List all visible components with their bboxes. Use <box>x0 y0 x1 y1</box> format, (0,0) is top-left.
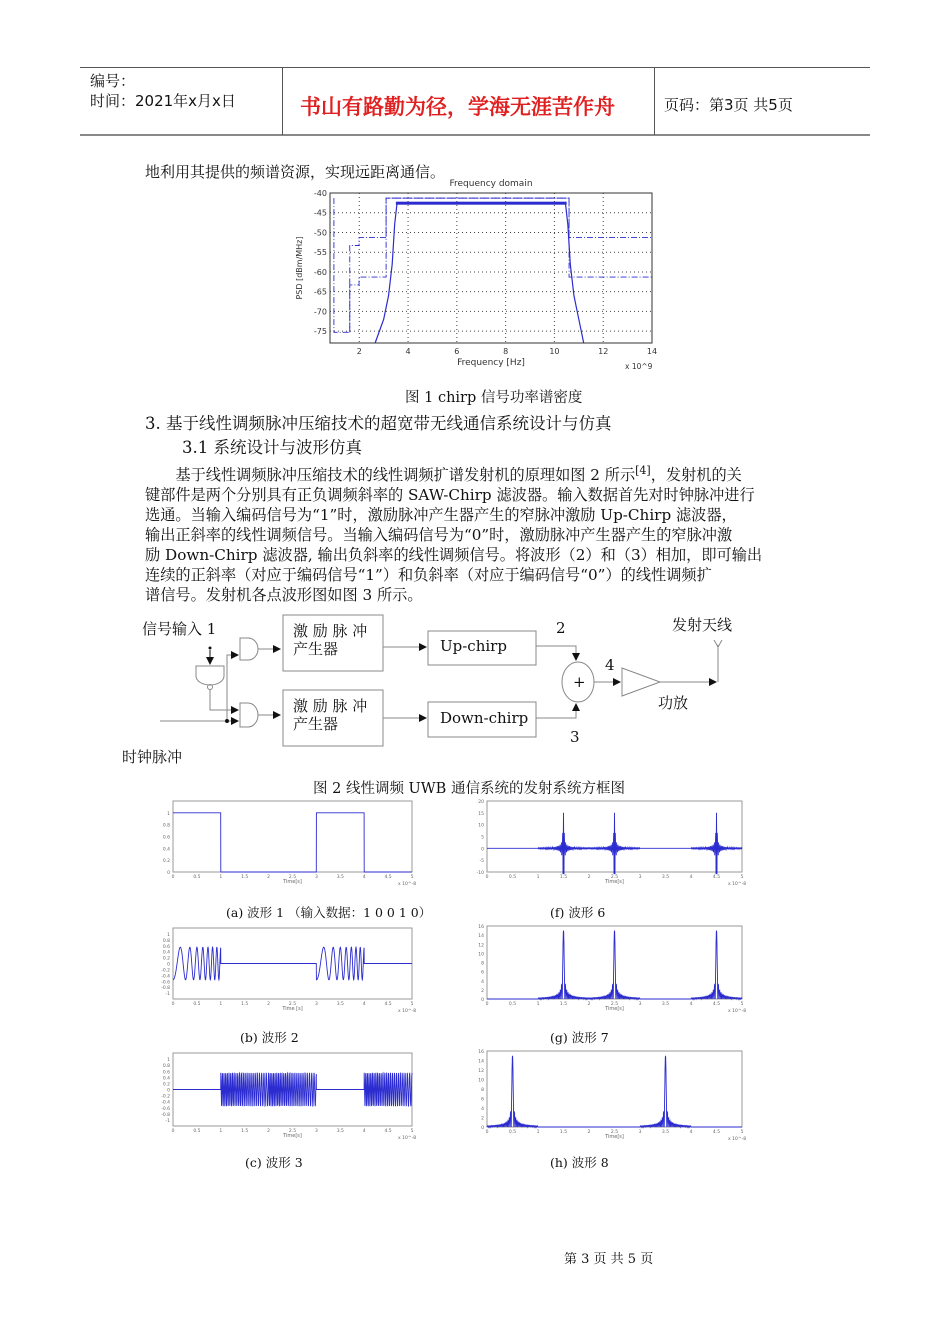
y-tick-label: -5 <box>479 859 484 865</box>
x-tick-label: 4.5 <box>712 875 721 880</box>
y-tick-label: 0 <box>167 871 170 876</box>
figure2-caption: 图 2 线性调频 UWB 通信系统的发射系统方框图 <box>313 781 625 797</box>
x-tick-label: 1.5 <box>241 875 249 880</box>
y-tick-label: -0.4 <box>161 1100 170 1106</box>
x-tick-label: 0.5 <box>193 1129 201 1134</box>
x-tick-label: 0 <box>171 875 175 880</box>
x-tick-label: 5 <box>410 1129 414 1134</box>
y-tick-label: -55 <box>313 248 327 258</box>
x-tick-label: 0 <box>171 1129 175 1134</box>
x-tick-label: 0.5 <box>193 1002 201 1007</box>
x-tick-label: 3 <box>638 1002 642 1007</box>
y-tick-label: -50 <box>313 228 327 238</box>
pulse-generator-2-label: 激 励 脉 冲 <box>293 697 368 715</box>
y-tick-label: 5 <box>481 835 484 841</box>
y-tick-label: 0 <box>481 998 484 1003</box>
node-2-label: 2 <box>556 619 566 637</box>
intro-line: 地利用其提供的频谱资源，实现远距离通信。 <box>145 163 446 181</box>
x-tick-label: 1.5 <box>559 1130 568 1135</box>
x-tick-label: 3.5 <box>336 1002 344 1007</box>
x-axis-label: Time[s] <box>605 1006 624 1012</box>
x-axis-label: Time[s] <box>283 1133 302 1139</box>
y-axis-label: PSD [dBm/MHz] <box>295 236 304 300</box>
x-tick-label: 3.5 <box>336 875 344 880</box>
y-tick-label: 0.8 <box>162 938 170 944</box>
y-tick-label: 0.4 <box>162 950 170 956</box>
x-tick-label: 4 <box>689 1130 693 1135</box>
plot-b-caption: (b) 波形 2 <box>240 1030 299 1045</box>
x-axis-label: Time[s] <box>605 879 624 885</box>
y-tick-label: 2 <box>481 1116 484 1122</box>
paragraph-line: ，发射机的关 <box>650 466 742 485</box>
x-multiplier: x 10^-8 <box>398 882 417 885</box>
paragraph-line: 连续的正斜率（对应于编码信号“1”）和负斜率（对应于编码信号“0”）的线性调频扩 <box>145 566 712 585</box>
x-multiplier: x 10^-8 <box>398 1009 417 1012</box>
x-tick-label: 4.5 <box>384 1129 392 1134</box>
body-paragraph <box>145 461 807 605</box>
y-tick-label: 16 <box>478 1050 484 1055</box>
clock-pulse-label: 时钟脉冲 <box>122 748 183 766</box>
waveform-plot-c <box>140 1047 420 1139</box>
y-tick-label: 12 <box>478 943 484 949</box>
doc-number-label: 编号： <box>90 72 136 90</box>
x-tick-label: 2.5 <box>610 1002 619 1007</box>
x-tick-label: 2 <box>587 875 591 880</box>
x-tick-label: 3 <box>314 1002 318 1007</box>
x-tick-label: 4 <box>689 1002 693 1007</box>
x-tick-label: 1 <box>536 1130 540 1135</box>
pulse-generator-2-label: 产生器 <box>293 715 339 733</box>
x-tick-label: 1 <box>536 1002 540 1007</box>
y-tick-label: 0 <box>167 962 170 968</box>
paragraph-line: 基于线性调频脉冲压缩技术的线性调频扩谱发射机的原理如图 2 所示 <box>145 466 636 485</box>
x-tick-label: 4.5 <box>384 875 392 880</box>
pulse-generator-1-label: 产生器 <box>293 640 339 658</box>
header-bottom-rule <box>80 134 870 136</box>
y-tick-label: 0 <box>481 847 484 853</box>
y-tick-label: 0.6 <box>162 1070 170 1076</box>
x-axis-label: Frequency [Hz] <box>457 358 525 368</box>
x-tick-label: 0.5 <box>508 875 517 880</box>
x-tick-label: 6 <box>454 347 460 356</box>
x-tick-label: 2.5 <box>610 1130 619 1135</box>
x-tick-label: 10 <box>549 347 560 356</box>
plot-frame <box>487 1051 742 1127</box>
y-tick-label: 1 <box>167 811 170 817</box>
plot-c-caption: (c) 波形 3 <box>245 1155 303 1170</box>
plot-f-caption: (f) 波形 6 <box>550 905 606 920</box>
y-tick-label: 4 <box>481 1107 484 1112</box>
waveform-line <box>487 813 742 874</box>
x-tick-label: 0.5 <box>193 875 201 880</box>
y-tick-label: 10 <box>478 952 484 958</box>
x-multiplier: x 10^9 <box>625 362 653 371</box>
waveform-plot-h <box>455 1045 750 1140</box>
x-tick-label: 3 <box>638 875 642 880</box>
down-chirp-label: Down-chirp <box>440 709 529 727</box>
y-tick-label: -0.2 <box>161 1094 170 1100</box>
x-tick-label: 12 <box>598 347 609 356</box>
antenna-icon <box>714 640 722 682</box>
y-tick-label: 10 <box>478 823 484 829</box>
y-tick-label: -0.4 <box>161 974 170 980</box>
x-tick-label: 2 <box>356 347 362 356</box>
x-tick-label: 0 <box>485 875 489 880</box>
x-tick-label: 3 <box>314 1129 318 1134</box>
paragraph-line: 励 Down-Chirp 滤波器, 输出负斜率的线性调频信号。将波形（2）和（3）相加，即可输出 <box>145 546 763 565</box>
x-tick-label: 2 <box>267 875 271 880</box>
y-tick-label: 0.2 <box>162 1082 170 1088</box>
x-multiplier: x 10^-8 <box>728 1009 747 1012</box>
signal-band-ripple <box>396 202 567 205</box>
y-tick-label: 0.8 <box>162 1064 170 1070</box>
x-tick-label: 1 <box>219 875 223 880</box>
x-tick-label: 1 <box>536 875 540 880</box>
x-tick-label: 4 <box>362 875 366 880</box>
x-tick-label: 1 <box>219 1129 223 1134</box>
y-tick-label: -1 <box>165 1118 170 1124</box>
x-tick-label: 5 <box>740 875 744 880</box>
paragraph-line: 谱信号。发射机各点波形图如图 3 所示。 <box>145 586 423 605</box>
x-tick-label: 3.5 <box>336 1129 344 1134</box>
amplifier-label: 功放 <box>658 694 689 712</box>
y-tick-label: 0 <box>167 1088 170 1094</box>
up-chirp-label: Up-chirp <box>440 637 507 655</box>
citation-ref[interactable]: [4] <box>635 464 651 477</box>
y-tick-label: 0.4 <box>162 847 170 853</box>
waveform-plot-b <box>140 922 420 1012</box>
page-footer: 第 3 页 共 5 页 <box>564 1252 654 1267</box>
header-top-rule <box>80 67 870 68</box>
section-heading: 3. 基于线性调频脉冲压缩技术的超宽带无线通信系统设计与仿真 <box>145 414 612 433</box>
adder-label: + <box>573 673 586 691</box>
and-gate-top <box>240 638 258 660</box>
y-tick-label: -0.8 <box>161 986 170 992</box>
waveform-line <box>487 1056 742 1127</box>
and-gate-bottom <box>240 703 258 727</box>
y-tick-label: 10 <box>478 1078 484 1084</box>
x-tick-label: 4 <box>689 875 693 880</box>
y-tick-label: -75 <box>313 327 327 337</box>
x-tick-label: 3.5 <box>661 1130 670 1135</box>
x-tick-label: 8 <box>503 347 509 356</box>
x-tick-label: 5 <box>410 1002 414 1007</box>
x-tick-label: 0.5 <box>508 1130 517 1135</box>
y-tick-label: 1 <box>167 932 170 938</box>
x-tick-label: 5 <box>740 1002 744 1007</box>
plot-a-caption: (a) 波形 1 （输入数据：1 0 0 1 0） <box>226 905 432 920</box>
x-tick-label: 2.5 <box>288 875 297 880</box>
y-tick-label: 0.2 <box>162 859 170 865</box>
paragraph-line: 选通。当输入编码信号为“1”时，激励脉冲产生器产生的窄脉冲激励 Up-Chirp 滤波器， <box>145 506 737 525</box>
y-tick-label: 20 <box>478 800 484 805</box>
x-tick-label: 0.5 <box>508 1002 517 1007</box>
y-tick-label: -0.8 <box>161 1112 170 1118</box>
plot-frame <box>330 193 652 343</box>
x-tick-label: 4 <box>405 347 411 356</box>
transmitter-block-diagram <box>0 600 950 775</box>
x-tick-label: 3 <box>638 1130 642 1135</box>
x-tick-label: 2 <box>587 1002 591 1007</box>
y-tick-label: -65 <box>313 287 327 297</box>
waveform-line <box>487 931 742 999</box>
x-tick-label: 4.5 <box>384 1002 392 1007</box>
x-tick-label: 2.5 <box>288 1129 297 1134</box>
plot-h-caption: (h) 波形 8 <box>550 1155 609 1170</box>
y-tick-label: 2 <box>481 988 484 994</box>
x-tick-label: 2 <box>587 1130 591 1135</box>
y-tick-label: -0.2 <box>161 968 170 974</box>
doc-date: 时间：2021年x月x日 <box>90 92 236 110</box>
x-tick-label: 1.5 <box>241 1002 249 1007</box>
x-tick-label: 1.5 <box>559 875 568 880</box>
y-tick-label: 15 <box>478 811 484 817</box>
y-tick-label: 0 <box>481 1126 484 1131</box>
waveform-plot-g <box>455 920 750 1012</box>
node-3-label: 3 <box>570 728 580 746</box>
y-tick-label: 0.6 <box>162 835 170 841</box>
x-tick-label: 1 <box>219 1002 223 1007</box>
x-tick-label: 5 <box>740 1130 744 1135</box>
x-tick-label: 2 <box>267 1002 271 1007</box>
x-tick-label: 3.5 <box>661 875 670 880</box>
x-tick-label: 4.5 <box>712 1002 721 1007</box>
psd-chart <box>280 176 670 371</box>
y-tick-label: 1 <box>167 1058 170 1064</box>
x-tick-label: 1.5 <box>559 1002 568 1007</box>
pulse-generator-1-label: 激 励 脉 冲 <box>293 622 368 640</box>
y-tick-label: 6 <box>481 970 484 976</box>
x-multiplier: x 10^-8 <box>398 1136 417 1139</box>
y-tick-label: 14 <box>478 934 484 940</box>
y-tick-label: 4 <box>481 979 484 985</box>
nand-gate <box>196 666 224 685</box>
amplifier-triangle <box>622 668 660 696</box>
y-tick-label: 0.2 <box>162 956 170 962</box>
header-divider <box>654 68 655 135</box>
x-tick-label: 3 <box>314 875 318 880</box>
figure1-caption: 图 1 chirp 信号功率谱密度 <box>405 390 583 406</box>
x-tick-label: 5 <box>410 875 414 880</box>
y-tick-label: 6 <box>481 1097 484 1103</box>
y-tick-label: 8 <box>481 1088 484 1093</box>
x-tick-label: 3.5 <box>661 1002 670 1007</box>
node-4-label: 4 <box>605 656 615 674</box>
x-tick-label: 2.5 <box>610 875 619 880</box>
x-tick-label: 4 <box>362 1002 366 1007</box>
series-fcc-indoor-mask <box>334 198 652 332</box>
y-tick-label: 16 <box>478 925 484 930</box>
y-tick-label: -0.6 <box>161 980 170 986</box>
page-info: 页码：第3页 共5页 <box>664 96 793 114</box>
y-tick-label: 14 <box>478 1059 484 1065</box>
x-tick-label: 0 <box>485 1130 489 1135</box>
y-tick-label: 12 <box>478 1069 484 1074</box>
section-subheading: 3.1 系统设计与波形仿真 <box>182 438 362 457</box>
x-multiplier: x 10^-8 <box>728 1137 747 1140</box>
x-multiplier: x 10^-8 <box>728 882 747 885</box>
waveform-line <box>173 947 412 980</box>
header-motto: 书山有路勤为径，学海无涯苦作舟 <box>300 95 615 119</box>
x-axis-label: Time[s] <box>605 1134 624 1140</box>
y-tick-label: -60 <box>313 267 327 277</box>
plot-g-caption: (g) 波形 7 <box>550 1030 609 1045</box>
x-tick-label: 0 <box>171 1002 175 1007</box>
x-tick-label: 1.5 <box>241 1129 249 1134</box>
signal-input-label: 信号输入 1 <box>142 620 217 638</box>
x-axis-label: Time [s] <box>282 1006 303 1012</box>
x-tick-label: 2.5 <box>288 1002 297 1007</box>
x-tick-label: 4.5 <box>712 1130 721 1135</box>
waveform-plot-f <box>455 795 750 885</box>
y-tick-label: -40 <box>313 189 327 198</box>
waveform-plot-a <box>140 795 420 885</box>
y-tick-label: 8 <box>481 961 484 967</box>
antenna-label: 发射天线 <box>672 616 733 634</box>
y-tick-label: -70 <box>313 307 327 317</box>
paragraph-line: 输出正斜率的线性调频信号。当输入编码信号为“0”时，激励脉冲产生器产生的窄脉冲激 <box>145 526 733 545</box>
plot-frame <box>173 801 412 872</box>
y-tick-label: -1 <box>165 992 170 998</box>
x-tick-label: 2 <box>267 1129 271 1134</box>
y-tick-label: -0.6 <box>161 1106 170 1112</box>
waveform-line <box>173 813 412 872</box>
x-tick-label: 4 <box>362 1129 366 1134</box>
x-axis-label: Time[s] <box>283 879 302 885</box>
y-tick-label: 0.8 <box>162 823 170 829</box>
waveform-line <box>173 1073 412 1106</box>
y-tick-label: 0.6 <box>162 944 170 950</box>
paragraph-line: 键部件是两个分别具有正负调频斜率的 SAW-Chirp 滤波器。输入数据首先对时钟脉冲进行 <box>145 486 755 505</box>
y-tick-label: -10 <box>476 871 484 876</box>
header-divider <box>282 68 283 135</box>
x-tick-label: 0 <box>485 1002 489 1007</box>
y-tick-label: -45 <box>313 208 327 218</box>
y-tick-label: 0.4 <box>162 1076 170 1082</box>
chart-title: Frequency domain <box>449 179 533 189</box>
series-chirp-signal-psd <box>375 203 584 343</box>
x-tick-label: 14 <box>646 347 658 356</box>
